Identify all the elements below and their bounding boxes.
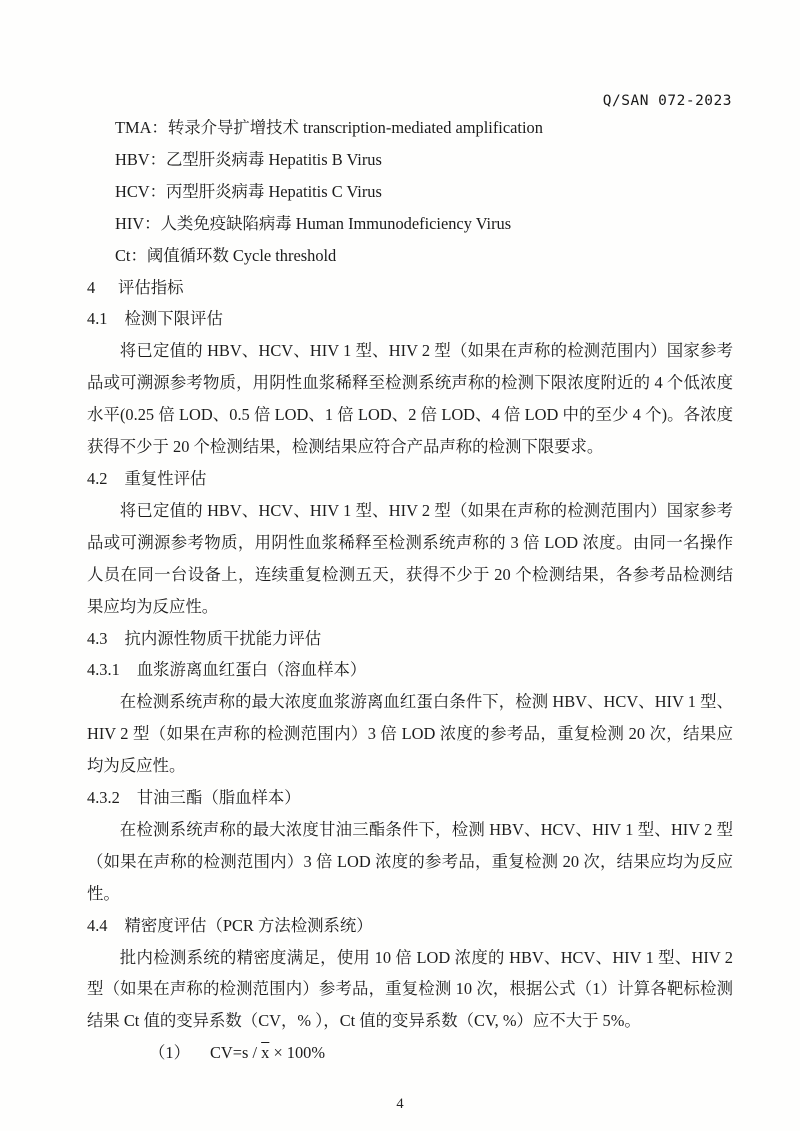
heading-number: 4.3.1 bbox=[87, 660, 120, 680]
paragraph-4-2: 将已定值的 HBV、HCV、HIV 1 型、HIV 2 型（如果在声称的检测范围内）国家参考品或可溯源参考物质，用阴性血浆稀释至检测系统声称的 3 倍 LOD 浓度。由同一名操作人员在同一台设备上，连续重复检测五天，获得不少于 20 个检测结果，各参考品检测结果应均为反应性。 bbox=[87, 500, 733, 616]
formula-label: （1） bbox=[149, 1043, 190, 1063]
document-code: Q/SAN 072-2023 bbox=[602, 93, 732, 109]
heading-number: 4.3 bbox=[87, 628, 108, 648]
formula-body: × 100% bbox=[269, 1043, 326, 1063]
definition-hcv: HCV：丙型肝炎病毒 Hepatitis C Virus bbox=[115, 181, 382, 201]
heading-title: 检测下限评估 bbox=[124, 309, 223, 329]
section-heading-4-3-1 bbox=[87, 654, 733, 686]
definition-hiv: HIV：人类免疫缺陷病毒 Human Immunodeficiency Virus bbox=[115, 213, 512, 233]
heading-number: 4.1 bbox=[87, 309, 108, 329]
heading-number: 4.4 bbox=[87, 915, 108, 935]
paragraph-4-1: 将已定值的 HBV、HCV、HIV 1 型、HIV 2 型（如果在声称的检测范围内）国家参考品或可溯源参考物质，用阴性血浆稀释至检测系统声称的检测下限浓度附近的 4 个低浓度水平(0.25 倍 LOD、0.5 倍 LOD、1 倍 LOD、2 倍 LOD、4 倍 LOD 中的至少 4 个)。各浓度获得不少于 20 个检测结果，检测结果应符合产品声称的检测下限要求。 bbox=[87, 341, 733, 457]
heading-number: 4 bbox=[87, 277, 96, 297]
heading-title: 甘油三酯（脂血样本） bbox=[136, 788, 301, 808]
heading-title: 精密度评估（PCR 方法检测系统） bbox=[124, 915, 373, 935]
heading-number: 4.3.2 bbox=[87, 788, 120, 808]
heading-title: 抗内源性物质干扰能力评估 bbox=[124, 628, 322, 648]
definition-hbv: HBV：乙型肝炎病毒 Hepatitis B Virus bbox=[115, 149, 382, 169]
formula-cv bbox=[87, 1037, 733, 1069]
section-heading-4-2 bbox=[87, 463, 733, 495]
section-heading-4-4 bbox=[87, 910, 733, 942]
paragraph-4-3-2: 在检测系统声称的最大浓度甘油三酯条件下，检测 HBV、HCV、HIV 1 型、HIV 2 型（如果在声称的检测范围内）3 倍 LOD 浓度的参考品，重复检测 20 次，结果应均为反应性。 bbox=[87, 819, 733, 903]
heading-title: 血浆游离血红蛋白（溶血样本） bbox=[136, 660, 367, 680]
document-content bbox=[87, 112, 733, 1069]
x-bar-symbol: $\overline{x}$ bbox=[261, 1043, 270, 1063]
heading-number: 4.2 bbox=[87, 468, 108, 488]
formula-body: CV=s / bbox=[209, 1043, 262, 1063]
section-heading-4-1 bbox=[87, 303, 733, 335]
paragraph-4-4: 批内检测系统的精密度满足，使用 10 倍 LOD 浓度的 HBV、HCV、HIV 1 型、HIV 2 型（如果在声称的检测范围内）参考品，重复检测 10 次，根据公式（1）计算各靶标检测结果 Ct 值的变异系数（CV，% ），Ct 值的变异系数（CV, %）应不大于 5%。 bbox=[87, 947, 733, 1031]
definition-ct: Ct：阈值循环数 Cycle threshold bbox=[115, 245, 337, 265]
paragraph-4-3-1: 在检测系统声称的最大浓度血浆游离血红蛋白条件下，检测 HBV、HCV、HIV 1 型、HIV 2 型（如果在声称的检测范围内）3 倍 LOD 浓度的参考品，重复检测 20 次，结果应均为反应性。 bbox=[87, 692, 733, 776]
definition-tma: TMA：转录介导扩增技术 transcription-mediated amplification bbox=[115, 118, 543, 137]
heading-title: 重复性评估 bbox=[124, 468, 207, 488]
page-number: 4 bbox=[396, 1096, 404, 1112]
section-heading-4-3 bbox=[87, 623, 733, 655]
heading-title: 评估指标 bbox=[118, 277, 184, 297]
section-heading-4-3-2 bbox=[87, 782, 733, 814]
section-heading-4 bbox=[87, 272, 733, 304]
